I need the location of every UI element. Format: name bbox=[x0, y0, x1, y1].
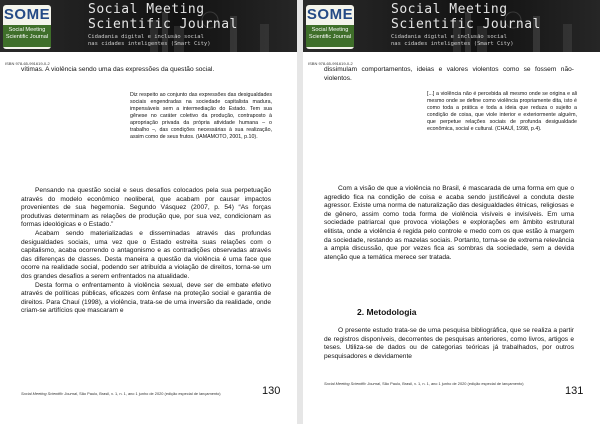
paragraph-2: Acabam sendo materializadas e disseminadas através das profundas desigualdades sociais, uma vez que o Estado estreita suas relações com o capitalismo, acaba ocorrendo o antagonismo e as contradições observadas através das diferenças de classes. Desta maneira a questão da violência é uma face que ocorre na realidade social, podendo ser atribuída a violação de direitos, torna-se um dos grandes desafios a serem enfrentados na atualidade. bbox=[21, 229, 271, 280]
journal-subtitle-line-1: Cidadania digital e inclusão social bbox=[88, 34, 204, 40]
logo-subtitle: Social Meeting Scientific Journal bbox=[306, 25, 354, 47]
block-quote: [...] a violência não é percebida ali mesmo onde se origina e ali mesmo onde se define como violência propriamente dita, isto é como toda a prática e toda a ideia que reduza o sujeito a condição de coisa, que viole interior e exteriormente alguém, que perpetue relações sociais de profunda desigualdade econômica, social e cultural. (CHAUÍ, 1998, p.4). bbox=[427, 91, 577, 132]
journal-title bbox=[391, 2, 541, 32]
top-paragraph bbox=[324, 66, 574, 83]
journal-title-line-2: Scientific Journal bbox=[88, 17, 238, 32]
journal-title-line-1: Social Meeting bbox=[88, 2, 205, 17]
journal-title-line-2: Scientific Journal bbox=[391, 17, 541, 32]
journal-title-line-1: Social Meeting bbox=[391, 2, 508, 17]
page-footer bbox=[21, 391, 221, 396]
isbn-label: ISBN 978-65-991619-0-2 bbox=[5, 61, 50, 66]
journal-subtitle-line-1: Cidadania digital e inclusão social bbox=[391, 34, 507, 40]
paragraph-text: vítimas. A violência sendo uma das expressões da questão social. bbox=[21, 66, 215, 73]
right-page bbox=[303, 0, 600, 424]
journal-banner bbox=[0, 0, 297, 52]
logo-subtitle: Social Meeting Scientific Journal bbox=[3, 25, 51, 47]
logo-text: SOME bbox=[306, 6, 354, 23]
paragraph-1: Com a visão de que a violência no Brasil, é mascarada de uma forma em que o agredido fica na condição de coisa e acaba sendo justificável a conduta deste agressor. Existe uma norma de naturalização das desigualdades étnicas, religiosas e de gênero, assim como toda forma de violência visíveis e invisíveis. Em uma sociedade patriarcal que provoca violações e explorações em âmbito estrutural elitista, onde a violência é regida pelo controle e medo com os que estão à margem da sociedade, restando as mazelas sociais. Portanto, torna-se de extrema relevância a ampla discussão, que por vezes fica as sombras da sociedade, sem a devida atenção que a temática merece ser tratada. bbox=[324, 185, 574, 261]
isbn-label: ISBN 978-65-991619-0-2 bbox=[308, 61, 353, 66]
journal-subtitle-line-2: nas cidades inteligentes (Smart City) bbox=[88, 41, 211, 47]
paragraph-2: O presente estudo trata-se de uma pesquisa bibliográfica, que se realiza a partir de registros disponíveis, decorrentes de pesquisas anteriores, como livros, artigos e teses. Utiliza-se de dados ou de categorias teóricas já trabalhados, por outros pesquisadores e devidamente bbox=[324, 327, 574, 360]
section-heading: 2. Metodologia bbox=[357, 307, 417, 317]
left-page bbox=[0, 0, 297, 424]
page-footer bbox=[324, 381, 524, 386]
journal-subtitle bbox=[391, 34, 514, 48]
journal-logo bbox=[306, 5, 354, 49]
page-number: 130 bbox=[262, 385, 281, 397]
page-number: 131 bbox=[565, 385, 584, 397]
paragraph-3: Desta forma o enfrentamento à violência sexual, deve ser de embate efetivo através de políticas públicas, eficazes com ênfase na proteção social e garantia de direitos. Para Chauí (1998), a violência, trata-se de uma inversão da realidade, onde criam-se artifícios que mascaram e bbox=[21, 281, 271, 315]
journal-subtitle-line-2: nas cidades inteligentes (Smart City) bbox=[391, 41, 514, 47]
body-text bbox=[21, 187, 271, 316]
journal-logo bbox=[3, 5, 51, 49]
footer-journal-name: Social Meeting Scientific Journal bbox=[21, 391, 78, 396]
footer-details: , São Paulo, Brasil, v. 1, n. 1, ano 1 junho de 2020 (edição especial de lançamento) bbox=[380, 381, 524, 386]
journal-banner bbox=[303, 0, 600, 52]
journal-subtitle bbox=[88, 34, 211, 48]
body-text bbox=[324, 185, 574, 262]
top-paragraph bbox=[21, 66, 271, 75]
paragraph-text: dissimulam comportamentos, ideias e valores violentos como se fossem não-violentos. bbox=[324, 66, 574, 82]
block-quote: Diz respeito ao conjunto das expressões das desigualdades sociais engendradas na sociedade capitalista madura, impensáveis sem a intermediação do Estado. Tem sua gênese no caráter coletivo da produção, contraposto à apropriação privada da própria atividade humana – o trabalho –, das condições necessárias à sua realização, assim como de seus frutos. (IAMAMOTO, 2001, p.10). bbox=[130, 92, 272, 140]
body-text-2 bbox=[324, 327, 574, 361]
logo-text: SOME bbox=[3, 6, 51, 23]
journal-title bbox=[88, 2, 238, 32]
footer-journal-name: Social Meeting Scientific Journal bbox=[324, 381, 381, 386]
paragraph-1: Pensando na questão social e seus desafios colocados pela sua perpetuação através do modelo econômico neoliberal, que acabam por causar impactos provenientes de sua hegemonia. Segundo Vásquez (2007, p. 54) “As forças produtivas determinam as relações de produção que, por sua vez, condicionam as formas ideológicas e o Estado.” bbox=[21, 187, 271, 229]
footer-details: , São Paulo, Brasil, v. 1, n. 1, ano 1 junho de 2020 (edição especial de lançamento) bbox=[77, 391, 221, 396]
